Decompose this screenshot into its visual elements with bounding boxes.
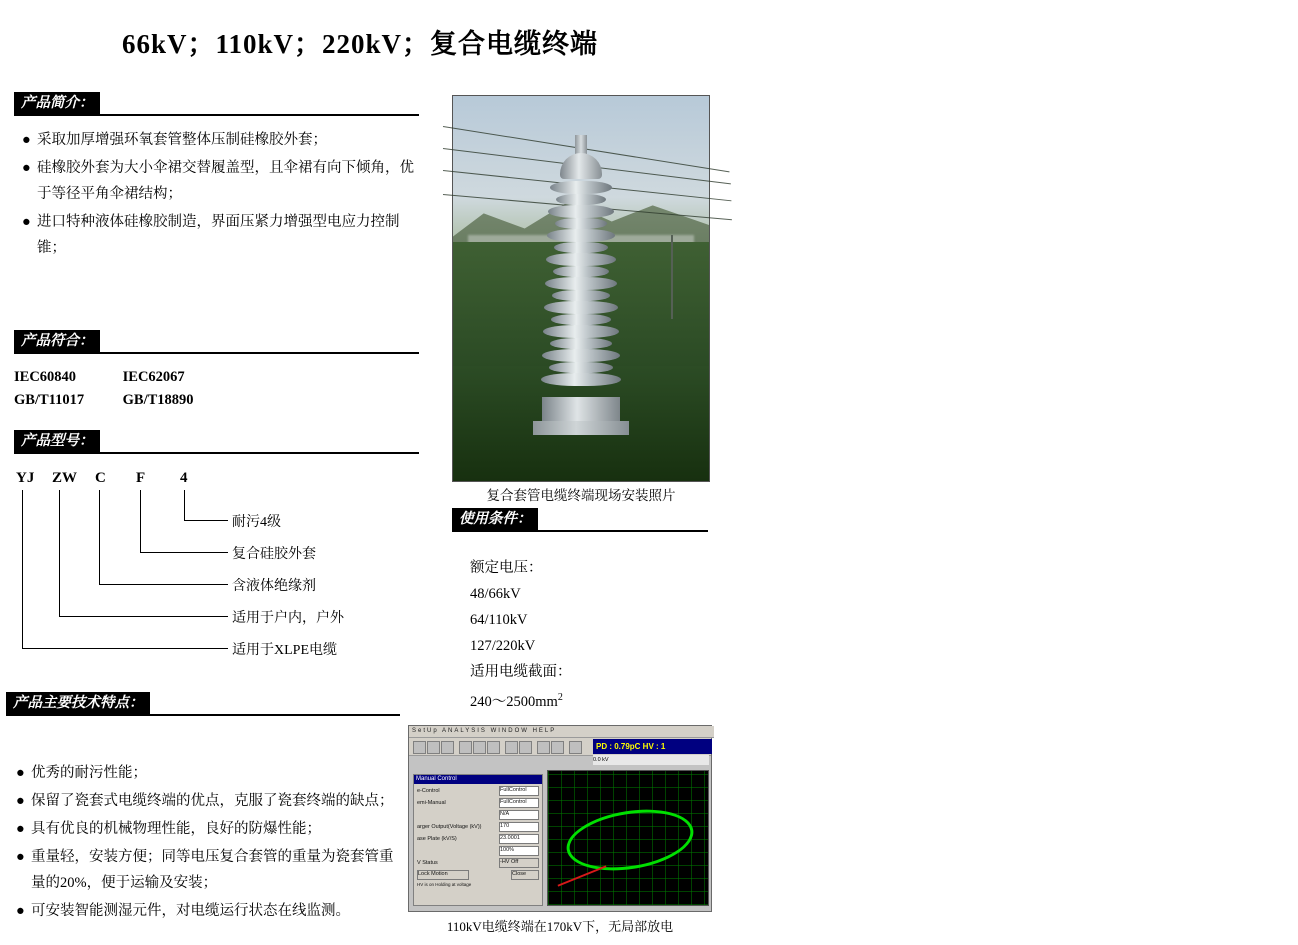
close-button[interactable]: Close xyxy=(511,870,539,880)
control-row[interactable] xyxy=(417,822,539,832)
leader-line xyxy=(184,520,228,521)
cable-termination-insulator xyxy=(533,135,629,435)
toolbar-icon-4[interactable] xyxy=(459,741,472,754)
model-letter: F xyxy=(136,470,146,486)
toolbar-icon-9[interactable] xyxy=(537,741,550,754)
panel-title: Manual Control xyxy=(414,775,542,784)
toolbar-icon-6[interactable] xyxy=(487,741,500,754)
list-item-text: 进口特种液体硅橡胶制造，界面压紧力增强型电应力控制锥； xyxy=(37,214,400,256)
button-row xyxy=(417,870,539,880)
model-letter: 4 xyxy=(180,470,188,486)
control-value[interactable]: 100% xyxy=(499,846,539,856)
standards-list xyxy=(14,366,194,412)
insulator-shed xyxy=(549,362,613,373)
page-title: 66kV；110kV；220kV；复合电缆终端 xyxy=(121,29,599,59)
toolbar-icon-2[interactable] xyxy=(427,741,440,754)
control-label: ase Plate (kV/S) xyxy=(417,836,457,842)
insulator-shed xyxy=(542,349,620,362)
condition-line-value: 240～2500mm xyxy=(470,693,558,710)
leader-line xyxy=(184,490,185,520)
insulator-shed xyxy=(554,242,608,253)
hv-axis-labels: 0.0 kV xyxy=(593,755,709,765)
leader-line xyxy=(140,490,141,552)
condition-line: 适用电缆截面： xyxy=(470,664,572,680)
bullet-dot-icon: ● xyxy=(16,849,25,865)
control-label: e-Control xyxy=(417,788,440,794)
insulator-support-foot xyxy=(533,421,629,435)
bullet-dot-icon: ● xyxy=(22,214,31,230)
model-letter: ZW xyxy=(52,470,78,486)
plot-title: ELLIPTIC Noise Curve (mV) xyxy=(890,773,986,779)
insulator-shed xyxy=(552,290,610,301)
leader-line xyxy=(22,648,228,649)
model-label: 含液体绝缘剂 xyxy=(232,579,316,594)
intro-underline xyxy=(14,114,419,116)
insulator-shed xyxy=(545,277,617,290)
screenshot-menubar[interactable]: SetUp ANALYSIS WINDOW HELP xyxy=(409,726,714,738)
insulator-base-flange xyxy=(542,397,620,421)
leader-line xyxy=(99,490,100,584)
bullet-dot-icon: ● xyxy=(22,160,31,176)
bullet-dot-icon: ● xyxy=(16,793,25,809)
list-item-text: 具有优良的机械物理性能，良好的防爆性能； xyxy=(31,821,321,837)
leader-line xyxy=(59,490,60,616)
leader-line xyxy=(99,584,228,585)
model-underline xyxy=(14,452,419,454)
photo-caption: 复合套管电缆终端现场安装照片 xyxy=(486,488,676,503)
lock-motion-button[interactable]: Lock Motion xyxy=(417,870,469,880)
section-heading-intro: 产品简介： xyxy=(14,92,100,114)
pd-ellipse-plot xyxy=(547,770,986,906)
control-value[interactable]: FullControl xyxy=(499,786,539,796)
model-label: 适用于XLPE电缆 xyxy=(232,643,337,658)
list-item xyxy=(16,844,398,896)
insulator-shed xyxy=(550,181,612,194)
bullet-dot-icon: ● xyxy=(22,132,31,148)
toolbar-icon-11[interactable] xyxy=(569,741,582,754)
insulator-shed xyxy=(544,301,618,314)
model-label: 适用于户内，户外 xyxy=(232,611,344,626)
manual-control-panel[interactable] xyxy=(413,774,543,906)
condition-line-cross-section xyxy=(470,685,572,715)
insulator-dome xyxy=(560,153,602,179)
intro-list xyxy=(22,127,422,263)
bullet-dot-icon: ● xyxy=(16,765,25,781)
toolbar-icon-7[interactable] xyxy=(505,741,518,754)
model-label: 复合硅胶外套 xyxy=(232,547,316,562)
control-row[interactable] xyxy=(417,834,539,844)
insulator-shed xyxy=(553,266,609,277)
model-letter: YJ xyxy=(16,470,35,486)
control-row[interactable] xyxy=(417,798,539,808)
footer-note: HV is on Holding at voltage xyxy=(417,882,472,887)
conditions-list xyxy=(470,555,572,715)
control-row[interactable] xyxy=(417,810,539,820)
insulator-shed xyxy=(543,325,619,338)
list-item xyxy=(16,788,398,814)
control-value[interactable]: FullControl xyxy=(499,798,539,808)
conditions-underline xyxy=(452,530,708,532)
list-item-text: 优秀的耐污性能； xyxy=(31,765,147,781)
list-item-text: 重量轻，安装方便；同等电压复合套管的重量为瓷套管重量的20%，便于运输及安装； xyxy=(31,849,394,891)
condition-line: 127/220kV xyxy=(470,638,536,654)
features-underline xyxy=(6,714,400,716)
toolbar-icon-1[interactable] xyxy=(413,741,426,754)
toolbar-icon-5[interactable] xyxy=(473,741,486,754)
insulator-shed xyxy=(555,218,607,229)
model-code-diagram xyxy=(14,462,414,677)
list-item-text: 保留了瓷套式电缆终端的优点，克服了瓷套终端的缺点； xyxy=(31,793,394,809)
transmission-tower xyxy=(671,235,673,320)
list-item-text: 可安装智能测湿元件，对电缆运行状态在线监测。 xyxy=(31,903,350,919)
standards-underline xyxy=(14,352,419,354)
toolbar-icon-3[interactable] xyxy=(441,741,454,754)
features-list xyxy=(16,760,398,926)
pd-readout: PD : 0.79pC HV : 1 xyxy=(593,739,712,754)
product-photo xyxy=(452,95,710,482)
standards-row xyxy=(14,389,194,412)
list-item xyxy=(16,898,398,924)
condition-superscript: 2 xyxy=(557,692,563,703)
control-row[interactable] xyxy=(417,786,539,796)
condition-line: 48/66kV xyxy=(470,586,521,602)
control-label: emi-Manual xyxy=(417,800,446,806)
insulator-shed xyxy=(548,205,614,218)
control-value[interactable]: 23.0001 xyxy=(499,834,539,844)
insulator-shed xyxy=(546,253,616,266)
toolbar-icon-8[interactable] xyxy=(519,741,532,754)
leader-line xyxy=(140,552,228,553)
footer-note-row xyxy=(417,882,539,887)
list-item xyxy=(16,760,398,786)
insulator-shed xyxy=(541,373,621,386)
list-item xyxy=(22,155,422,207)
status-label: V Status xyxy=(417,860,438,866)
insulator-shed xyxy=(556,194,606,205)
condition-line: 64/110kV xyxy=(470,612,528,628)
bullet-dot-icon: ● xyxy=(16,821,25,837)
condition-line: 额定电压： xyxy=(470,560,543,576)
list-item-text: 采取加厚增强环氧套管整体压制硅橡胶外套； xyxy=(37,132,327,148)
insulator-shed xyxy=(551,314,611,325)
toolbar-icon-10[interactable] xyxy=(551,741,564,754)
control-row[interactable] xyxy=(417,846,539,856)
list-item-text: 硅橡胶外套为大小伞裙交替履盖型，且伞裙有向下倾角，优于等径平角伞裙结构； xyxy=(37,160,414,202)
standard-code: GB/T11017 xyxy=(14,392,85,408)
control-value[interactable]: 170 xyxy=(499,822,539,832)
control-label: arger Output(Voltage (kV)) xyxy=(417,824,482,830)
section-heading-features: 产品主要技术特点： xyxy=(6,692,150,714)
leader-line xyxy=(59,616,228,617)
list-item xyxy=(22,209,422,261)
screenshot-caption: 110kV电缆终端在170kV下，无局部放电 xyxy=(446,919,674,934)
insulator-shed xyxy=(550,338,612,349)
pd-measurement-screenshot xyxy=(408,725,986,912)
list-item xyxy=(22,127,422,153)
status-row xyxy=(417,858,539,868)
section-heading-model: 产品型号： xyxy=(14,430,100,452)
hv-off-button[interactable]: -HV Off xyxy=(499,858,539,868)
insulator-shed xyxy=(547,229,615,242)
section-heading-standards: 产品符合： xyxy=(14,330,100,352)
control-value[interactable]: N/A xyxy=(499,810,539,820)
standard-code: GB/T18890 xyxy=(122,392,194,408)
model-label: 耐污4级 xyxy=(232,515,281,530)
bullet-dot-icon: ● xyxy=(16,903,25,919)
model-letter: C xyxy=(95,470,106,486)
list-item xyxy=(16,816,398,842)
standard-code: IEC62067 xyxy=(122,369,185,385)
section-heading-conditions: 使用条件： xyxy=(452,508,538,530)
standard-code: IEC60840 xyxy=(14,369,77,385)
standards-row xyxy=(14,366,194,389)
leader-line xyxy=(22,490,23,648)
